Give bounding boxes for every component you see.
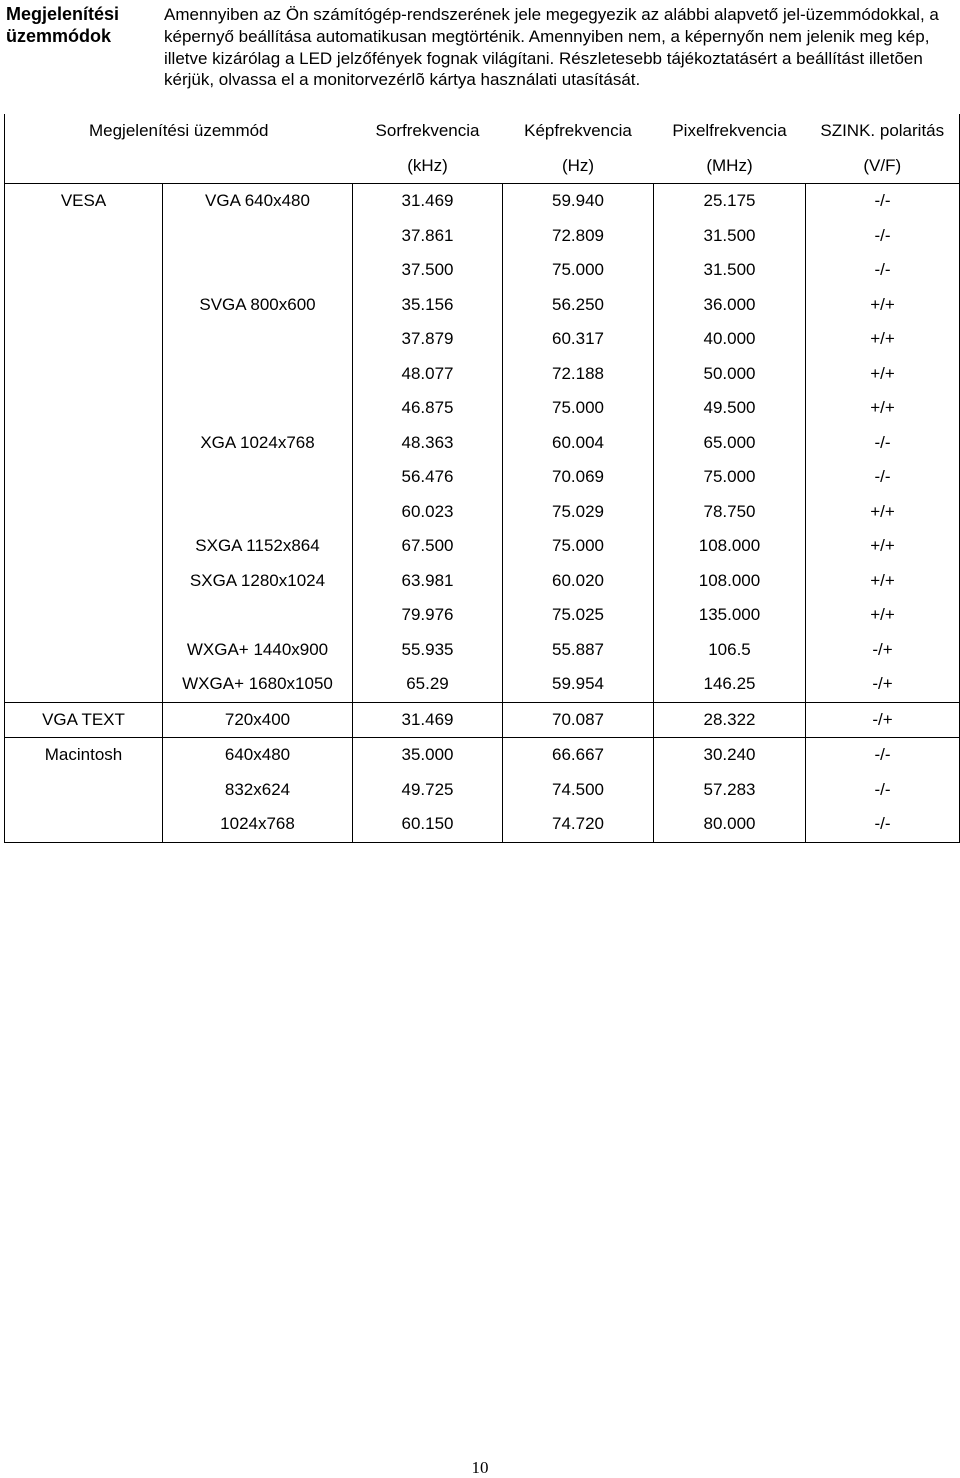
cell-sync: -/- (806, 426, 960, 461)
cell-mode: XGA 1024x768 (163, 426, 353, 461)
cell-v-freq: 66.667 (503, 738, 654, 773)
cell-v-freq: 72.188 (503, 357, 654, 392)
cell-pixel-freq: 50.000 (654, 357, 806, 392)
cell-mode (163, 322, 353, 357)
cell-mode: SVGA 800x600 (163, 288, 353, 323)
cell-sync: -/+ (806, 702, 960, 738)
table-row (5, 184, 960, 219)
cell-v-freq: 60.020 (503, 564, 654, 599)
cell-h-freq: 63.981 (353, 564, 503, 599)
cell-sync: -/- (806, 738, 960, 773)
cell-sync: -/- (806, 219, 960, 254)
cell-h-freq: 35.156 (353, 288, 503, 323)
cell-mode (163, 219, 353, 254)
section-title-line2: üzemmódok (6, 26, 112, 46)
cell-v-freq: 74.500 (503, 773, 654, 808)
cell-mode: 720x400 (163, 702, 353, 738)
cell-pixel-freq: 75.000 (654, 460, 806, 495)
cell-sync: -/- (806, 184, 960, 219)
unit-h-freq: (kHz) (407, 155, 448, 175)
cell-sync: -/+ (806, 667, 960, 702)
cell-mode (163, 495, 353, 530)
table-row (5, 322, 960, 357)
cell-sync: +/+ (806, 391, 960, 426)
cell-v-freq: 75.029 (503, 495, 654, 530)
units-mode-empty (5, 149, 353, 184)
cell-sync: -/+ (806, 633, 960, 668)
cell-mode (163, 357, 353, 392)
cell-pixel-freq: 30.240 (654, 738, 806, 773)
cell-group (5, 667, 163, 702)
table-row (5, 633, 960, 668)
cell-h-freq: 56.476 (353, 460, 503, 495)
table-row (5, 495, 960, 530)
table-row (5, 391, 960, 426)
cell-h-freq: 60.023 (353, 495, 503, 530)
cell-pixel-freq: 31.500 (654, 219, 806, 254)
cell-h-freq: 31.469 (353, 702, 503, 738)
cell-group (5, 598, 163, 633)
table-row (5, 529, 960, 564)
cell-group (5, 253, 163, 288)
cell-v-freq: 55.887 (503, 633, 654, 668)
cell-pixel-freq: 146.25 (654, 667, 806, 702)
cell-mode (163, 253, 353, 288)
header-h-freq: Sorfrekvencia (375, 121, 480, 141)
cell-v-freq: 70.087 (503, 702, 654, 738)
cell-v-freq: 59.954 (503, 667, 654, 702)
cell-mode: SXGA 1280x1024 (163, 564, 353, 599)
cell-sync: -/- (806, 253, 960, 288)
table-row (5, 564, 960, 599)
header-mode: Megjelenítési üzemmód (5, 114, 353, 149)
cell-v-freq: 56.250 (503, 288, 654, 323)
cell-v-freq: 70.069 (503, 460, 654, 495)
cell-group: VESA (5, 184, 163, 219)
cell-sync: -/- (806, 460, 960, 495)
unit-pixel-freq: (MHz) (706, 155, 753, 175)
cell-sync: +/+ (806, 529, 960, 564)
cell-sync: +/+ (806, 322, 960, 357)
cell-sync: +/+ (806, 288, 960, 323)
cell-pixel-freq: 80.000 (654, 807, 806, 842)
table-header-row (5, 114, 960, 149)
table-row (5, 702, 960, 738)
table-row (5, 667, 960, 702)
table-row (5, 357, 960, 392)
cell-group (5, 391, 163, 426)
cell-group (5, 495, 163, 530)
cell-mode: 640x480 (163, 738, 353, 773)
cell-h-freq: 31.469 (353, 184, 503, 219)
cell-h-freq: 55.935 (353, 633, 503, 668)
cell-sync: +/+ (806, 598, 960, 633)
cell-group (5, 807, 163, 842)
section-title-line1: Megjelenítési (6, 4, 120, 24)
cell-v-freq: 60.317 (503, 322, 654, 357)
cell-group (5, 322, 163, 357)
unit-v-freq: (Hz) (561, 155, 595, 175)
cell-mode: 832x624 (163, 773, 353, 808)
cell-v-freq: 74.720 (503, 807, 654, 842)
cell-pixel-freq: 49.500 (654, 391, 806, 426)
cell-v-freq: 72.809 (503, 219, 654, 254)
cell-mode (163, 391, 353, 426)
cell-h-freq: 60.150 (353, 807, 503, 842)
cell-h-freq: 35.000 (353, 738, 503, 773)
cell-v-freq: 75.000 (503, 391, 654, 426)
cell-group: VGA TEXT (5, 702, 163, 738)
cell-mode: SXGA 1152x864 (163, 529, 353, 564)
cell-sync: +/+ (806, 357, 960, 392)
cell-pixel-freq: 36.000 (654, 288, 806, 323)
cell-pixel-freq: 25.175 (654, 184, 806, 219)
cell-h-freq: 65.29 (353, 667, 503, 702)
cell-mode (163, 598, 353, 633)
cell-h-freq: 79.976 (353, 598, 503, 633)
cell-v-freq: 75.025 (503, 598, 654, 633)
table-row (5, 598, 960, 633)
cell-group (5, 288, 163, 323)
cell-group (5, 460, 163, 495)
cell-h-freq: 37.861 (353, 219, 503, 254)
cell-group (5, 219, 163, 254)
cell-mode: WXGA+ 1440x900 (163, 633, 353, 668)
unit-sync: (V/F) (806, 149, 960, 184)
cell-pixel-freq: 65.000 (654, 426, 806, 461)
cell-v-freq: 75.000 (503, 253, 654, 288)
cell-sync: +/+ (806, 495, 960, 530)
cell-h-freq: 37.879 (353, 322, 503, 357)
cell-group (5, 529, 163, 564)
cell-pixel-freq: 31.500 (654, 253, 806, 288)
cell-h-freq: 46.875 (353, 391, 503, 426)
table-row (5, 807, 960, 842)
table-units-row (5, 149, 960, 184)
cell-h-freq: 49.725 (353, 773, 503, 808)
cell-h-freq: 67.500 (353, 529, 503, 564)
cell-pixel-freq: 40.000 (654, 322, 806, 357)
table-row (5, 460, 960, 495)
table-row (5, 219, 960, 254)
cell-h-freq: 48.077 (353, 357, 503, 392)
cell-v-freq: 75.000 (503, 529, 654, 564)
cell-pixel-freq: 135.000 (654, 598, 806, 633)
page-number: 10 (471, 1458, 489, 1477)
cell-h-freq: 48.363 (353, 426, 503, 461)
display-modes-table (4, 114, 960, 843)
cell-pixel-freq: 28.322 (654, 702, 806, 738)
table-row (5, 426, 960, 461)
cell-mode: 1024x768 (163, 807, 353, 842)
header-v-freq: Képfrekvencia (524, 121, 632, 141)
section-title (6, 3, 146, 47)
intro-paragraph: Amennyiben az Ön számítógép-rendszerének jele megegyezik az alábbi alapvető jel-üzemmódokkal, a képernyő beállítása automatikusan megtörténik. Amennyiben nem, a képernyőn nem jelenik meg kép, illetve kizárólag a LED jelzőfények fognak világítani. Részletesebb tájékoztatásért a beállítást illetõen kérjük, olvassa el a monitorvezérlõ kártya használati utasítását. (164, 5, 939, 90)
cell-sync: -/- (806, 773, 960, 808)
table-row (5, 288, 960, 323)
cell-mode: VGA 640x480 (163, 184, 353, 219)
cell-pixel-freq: 108.000 (654, 564, 806, 599)
table-row (5, 253, 960, 288)
cell-pixel-freq: 78.750 (654, 495, 806, 530)
cell-pixel-freq: 57.283 (654, 773, 806, 808)
cell-sync: -/- (806, 807, 960, 842)
cell-group: Macintosh (5, 738, 163, 773)
cell-group (5, 773, 163, 808)
cell-group (5, 633, 163, 668)
cell-pixel-freq: 108.000 (654, 529, 806, 564)
header-sync: SZINK. polaritás (806, 114, 960, 149)
header-pixel-freq: Pixelfrekvencia (672, 121, 787, 141)
cell-mode (163, 460, 353, 495)
table-row (5, 773, 960, 808)
cell-group (5, 564, 163, 599)
cell-v-freq: 60.004 (503, 426, 654, 461)
cell-v-freq: 59.940 (503, 184, 654, 219)
cell-mode: WXGA+ 1680x1050 (163, 667, 353, 702)
cell-sync: +/+ (806, 564, 960, 599)
cell-group (5, 357, 163, 392)
table-row (5, 738, 960, 773)
cell-h-freq: 37.500 (353, 253, 503, 288)
cell-pixel-freq: 106.5 (654, 633, 806, 668)
cell-group (5, 426, 163, 461)
